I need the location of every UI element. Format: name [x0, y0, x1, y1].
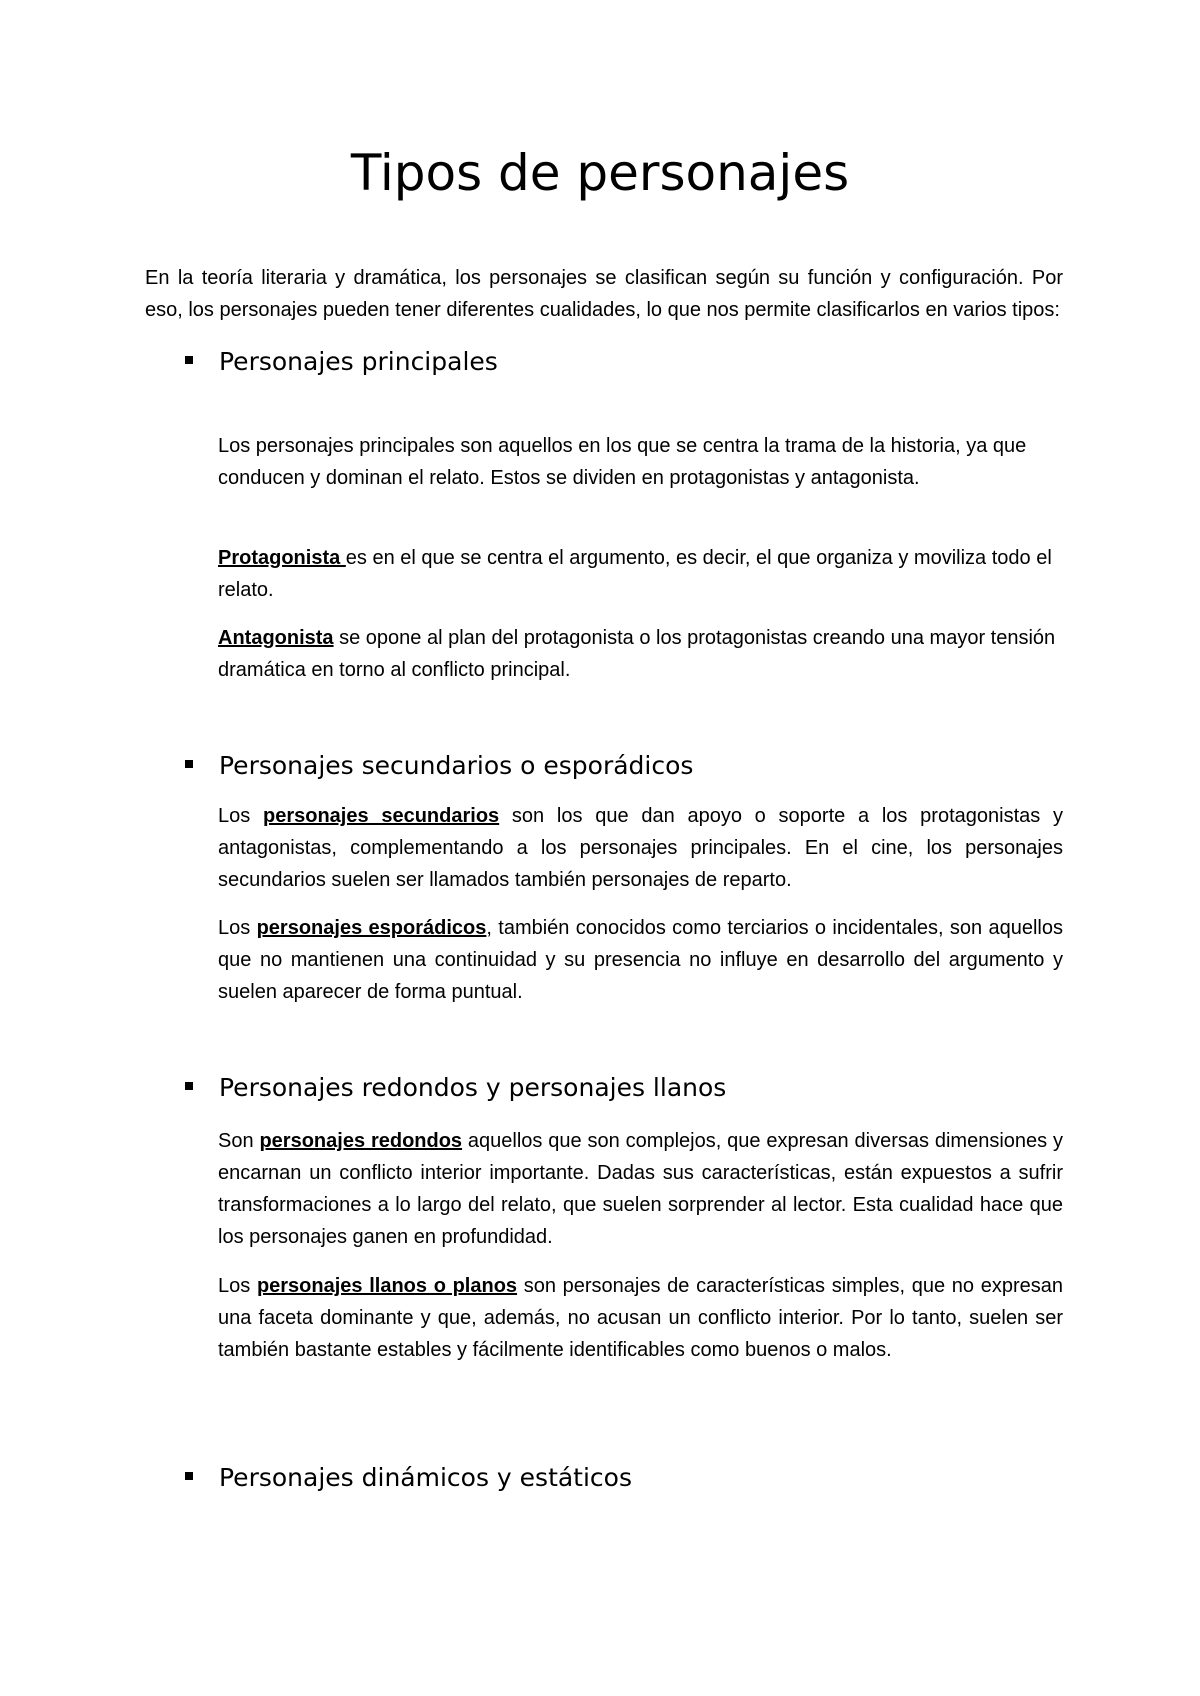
- protagonista-text: es en el que se centra el argumento, es decir, el que organiza y moviliza todo el relato.: [218, 547, 1052, 601]
- redondos-term: personajes redondos: [259, 1130, 463, 1152]
- llanos-text: son personajes de características simples, que no expresan una faceta dominante y que, además, no acusan un conflicto interior. Por lo tanto, suelen ser también bastante estables y fácilmente identificables como buenos o malos.: [218, 1275, 1063, 1361]
- llanos-paragraph: [218, 1270, 1063, 1366]
- section-heading-label: Personajes principales: [219, 347, 498, 376]
- section-heading-principales: [185, 346, 498, 378]
- section-heading-secundarios: [185, 750, 693, 782]
- secundarios-term: personajes secundarios: [263, 805, 500, 827]
- section-heading-label: Personajes dinámicos y estáticos: [219, 1463, 633, 1492]
- antagonista-paragraph: [218, 622, 1063, 686]
- page-title: Tipos de personajes: [350, 144, 850, 202]
- redondos-paragraph: [218, 1125, 1063, 1253]
- bullet-icon: [185, 760, 193, 768]
- protagonista-paragraph: [218, 542, 1063, 606]
- bullet-icon: [185, 356, 193, 364]
- section-heading-dinamicos: [185, 1462, 632, 1494]
- esporadicos-prefix: Los: [218, 917, 257, 939]
- esporadicos-text: , también conocidos como terciarios o incidentales, son aquellos que no mantienen una continuidad y su presencia no influye en desarrollo del argumento y suelen aparecer de forma puntual.: [218, 917, 1063, 1003]
- bullet-icon: [185, 1472, 193, 1480]
- llanos-prefix: Los: [218, 1275, 257, 1297]
- secundarios-prefix: Los: [218, 805, 263, 827]
- section-heading-label: Personajes secundarios o esporádicos: [219, 751, 694, 780]
- section-heading-label: Personajes redondos y personajes llanos: [219, 1073, 727, 1102]
- antagonista-term: Antagonista: [218, 627, 334, 649]
- antagonista-text: se opone al plan del protagonista o los protagonistas creando una mayor tensión dramática en torno al conflicto principal.: [218, 627, 1056, 681]
- secundarios-text: son los que dan apoyo o soporte a los protagonistas y antagonistas, complementando a los personajes principales. En el cine, los personajes secundarios suelen ser llamados también personajes de reparto.: [218, 805, 1063, 891]
- principales-paragraph-1: Los personajes principales son aquellos en los que se centra la trama de la historia, ya que conducen y dominan el relato. Estos se dividen en protagonistas y antagonista.: [218, 435, 1027, 489]
- redondos-prefix: Son: [218, 1130, 260, 1152]
- bullet-icon: [185, 1082, 193, 1090]
- redondos-text: aquellos que son complejos, que expresan diversas dimensiones y encarnan un conflicto interior importante. Dadas sus características, están expuestos a sufrir transformaciones a lo largo del relato, que suelen sorprender al lector. Esta cualidad hace que los personajes ganen en profundidad.: [218, 1130, 1063, 1248]
- esporadicos-paragraph: [218, 912, 1063, 1008]
- esporadicos-term: personajes esporádicos: [256, 917, 487, 939]
- section-heading-redondos: [185, 1072, 726, 1104]
- llanos-term: personajes llanos o planos: [256, 1275, 518, 1297]
- intro-paragraph: En la teoría literaria y dramática, los personajes se clasifican según su función y configuración. Por eso, los personajes pueden tener diferentes cualidades, lo que nos permite clasificarlos en varios tipos:: [145, 267, 1063, 321]
- secundarios-paragraph: [218, 800, 1063, 896]
- protagonista-term: Protagonista: [218, 547, 346, 569]
